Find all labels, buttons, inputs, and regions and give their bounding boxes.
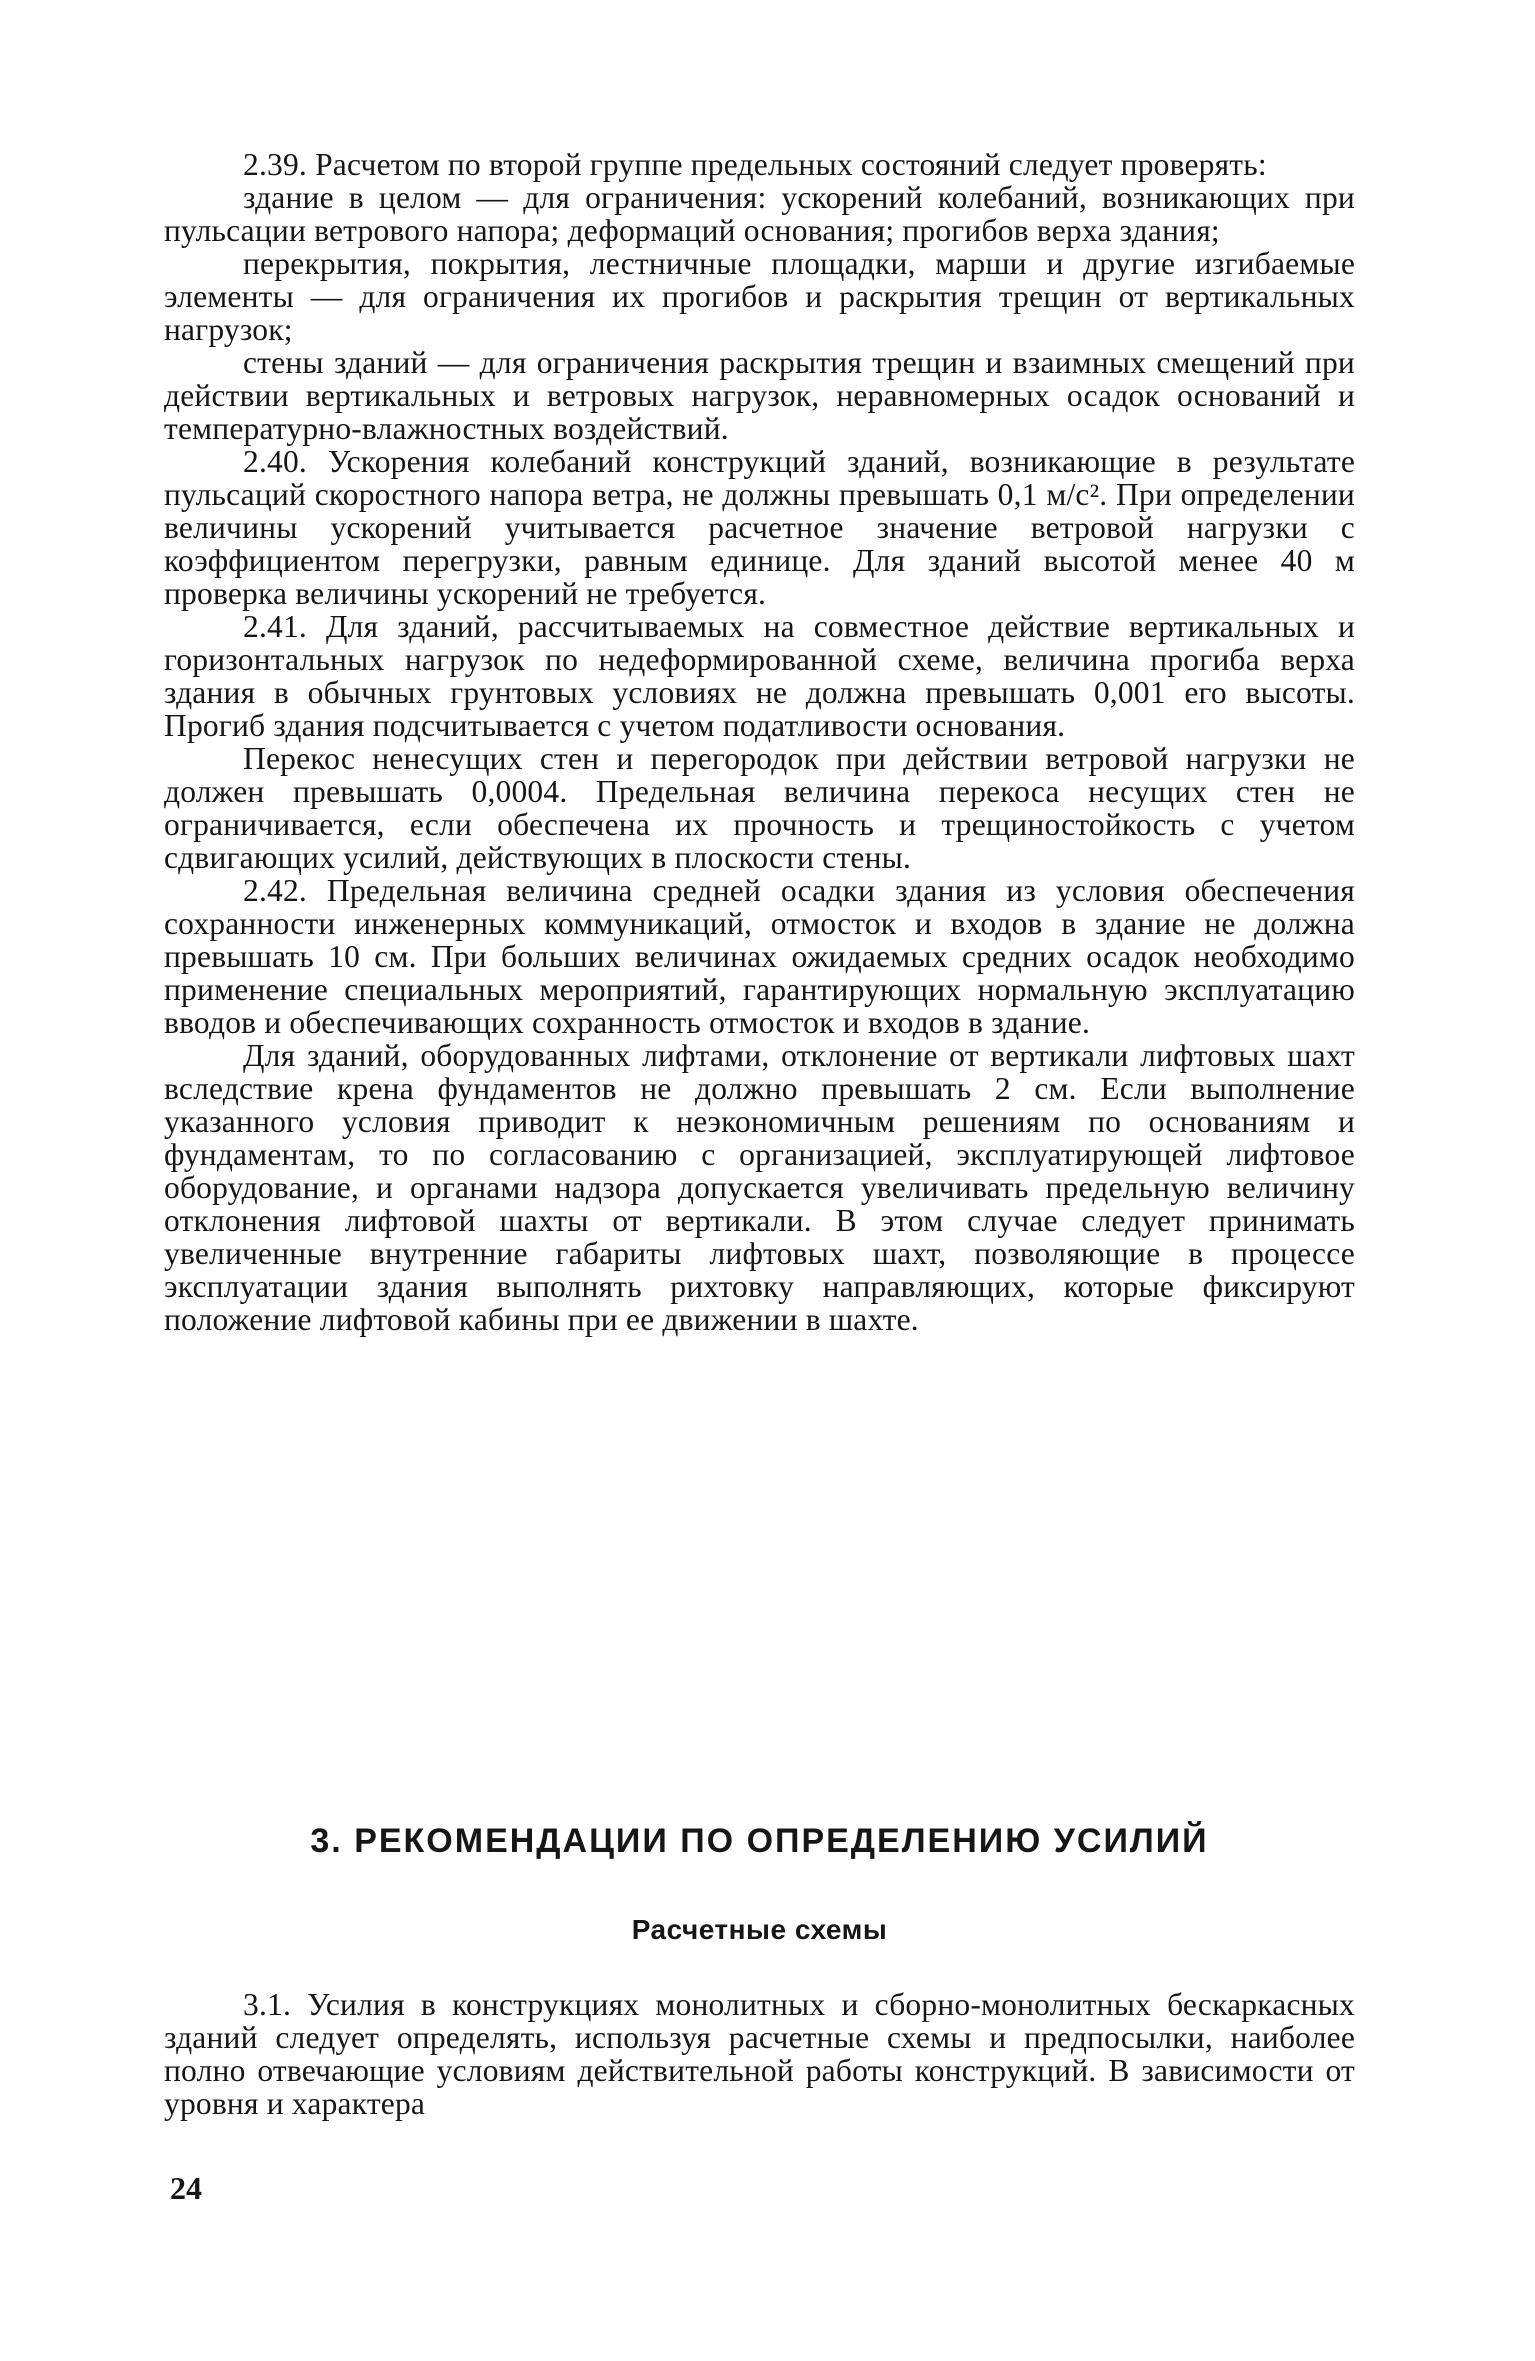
paragraph-3-1: 3.1. Усилия в конструкциях монолитных и сборно-монолитных бескаркасных зданий следует определять, используя расчетные схемы и предпосылки, наиболее полно отвечающие условиям действительной работы конструкций. В зависимости от уровня и характера (164, 1987, 1355, 2121)
subsection-heading: Расчетные схемы (631, 1914, 888, 1945)
paragraph-walls: стены зданий — для ограничения раскрытия трещин и взаимных смещений при действии вертикальных и ветровых нагрузок, неравномерных осадок оснований и температурно-влажностных воздействий. (164, 345, 1355, 446)
section-heading: 3. РЕКОМЕНДАЦИИ ПО ОПРЕДЕЛЕНИЮ УСИЛИЙ (310, 1822, 1209, 1860)
paragraph-skew: Перекос ненесущих стен и перегородок при действии ветровой нагрузки не должен превышать 0,0004. Предельная величина перекоса несущих стен не ограничивается, если обеспечена их прочность и трещиностойкость с учетом сдвигающих усилий, действующих в плоскости стены. (164, 741, 1355, 875)
paragraph-elevators: Для зданий, оборудованных лифтами, отклонение от вертикали лифтовых шахт вследствие крена фундаментов не должно превышать 2 см. Если выполнение указанного условия приводит к неэкономичным решениям по основаниям и фундаментам, то по согласованию с организацией, эксплуатирующей лифтовое оборудование, и органами надзора допускается увеличивать предельную величину отклонения лифтовой шахты от вертикали. В этом случае следует принимать увеличенные внутренние габариты лифтовых шахт, позволяющие в процессе эксплуатации здания выполнять рихтовку направляющих, которые фиксируют положение лифтовой кабины при ее движении в шахте. (164, 1038, 1355, 1337)
body-text-bottom (164, 1988, 1355, 2120)
paragraph-building-whole: здание в целом — для ограничения: ускорений колебаний, возникающих при пульсации ветрового напора; деформаций основания; прогибов верха здания; (164, 180, 1355, 248)
paragraph-2-41: 2.41. Для зданий, рассчитываемых на совместное действие вертикальных и горизонтальных нагрузок по недеформированной схеме, величина прогиба верха здания в обычных грунтовых условиях не должна превышать 0,001 его высоты. Прогиб здания подсчитывается с учетом податливости основания. (164, 609, 1355, 743)
paragraph-floors: перекрытия, покрытия, лестничные площадки, марши и другие изгибаемые элементы — для ограничения их прогибов и раскрытия трещин от вертикальных нагрузок; (164, 246, 1355, 347)
body-text-top (164, 148, 1355, 1336)
paragraph-2-40: 2.40. Ускорения колебаний конструкций зданий, возникающие в результате пульсаций скоростного напора ветра, не должны превышать 0,1 м/с². При определении величины ускорений учитывается расчетное значение ветровой нагрузки с коэффициентом перегрузки, равным единице. Для зданий высотой менее 40 м проверка величины ускорений не требуется. (164, 444, 1355, 611)
paragraph-2-39: 2.39. Расчетом по второй группе предельных состояний следует проверять: (243, 147, 1267, 182)
page-number: 24 (170, 2170, 202, 2206)
paragraph-2-42: 2.42. Предельная величина средней осадки здания из условия обеспечения сохранности инженерных коммуникаций, отмосток и входов в здание не должна превышать 10 см. При больших величинах ожидаемых средних осадок необходимо применение специальных мероприятий, гарантирующих нормальную эксплуатацию вводов и обеспечивающих сохранность отмосток и входов в здание. (164, 873, 1355, 1040)
